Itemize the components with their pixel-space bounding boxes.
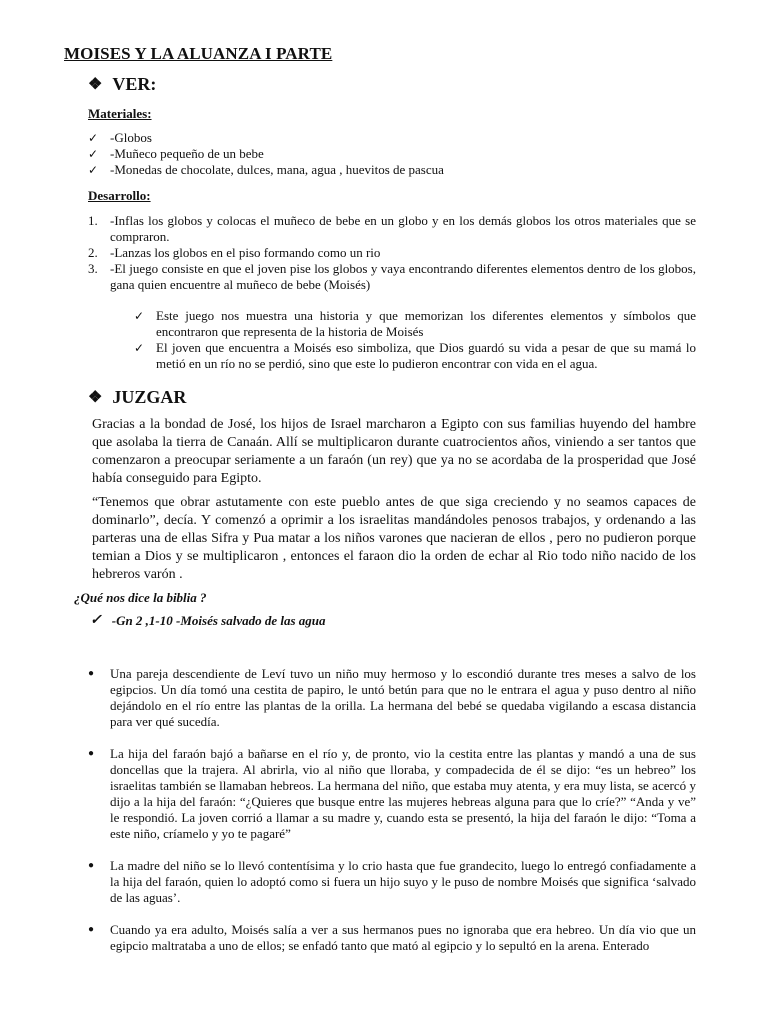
list-item: ✓ -Monedas de chocolate, dulces, mana, agua , huevitos de pascua: [88, 162, 444, 177]
paragraph: “Tenemos que obrar astutamente con este pueblo antes de que siga creciendo y no seamos capaces de dominarlo”, decía. Y comenzó a oprimir a los israelitas mandándoles penosos trabajos, y ordenando a las parteras una de ellas Sifra y Pua matar a los niños varones que nacieran de ellos , pero no pudieron porque temian a Dios y se multiplicaron , entonces el faraon dio la orden de echar al Rio todo niño nacido de los hebreros varón .: [92, 495, 696, 582]
desarrollo-heading: Desarrollo:: [88, 188, 151, 203]
check-icon: ✓: [88, 163, 99, 177]
bible-reference: ✓ -Gn 2 ,1-10 -Moisés salvado de las agua: [90, 612, 326, 628]
check-icon: ✓: [88, 147, 99, 161]
diamond-icon: ❖: [88, 388, 103, 406]
notes-list: [134, 308, 696, 372]
list-item: ✓ -Globos: [88, 130, 152, 145]
section-ver-label: VER:: [112, 74, 157, 94]
page-title: MOISES Y LA ALUANZA I PARTE: [64, 44, 333, 63]
bullet-icon: ●: [88, 748, 95, 759]
bullet-icon: ●: [88, 860, 95, 871]
check-icon: ✓: [90, 613, 102, 628]
check-icon: ✓: [134, 309, 145, 323]
materiales-list: [88, 130, 444, 178]
bullet-icon: ●: [88, 668, 95, 679]
check-icon: ✓: [88, 131, 99, 145]
story-paragraph: ● Cuando ya era adulto, Moisés salía a ver a sus hermanos pues no ignoraba que era hebreo. Un día vio que un egipcio maltrataba a uno de ellos; se enfadó tanto que mató al egipcio y lo sepultó en la arena. Enterado: [88, 922, 696, 953]
materiales-heading: Materiales:: [88, 106, 152, 121]
section-ver-heading: [88, 74, 156, 95]
list-item: 1. -Inflas los globos y colocas el muñeco de bebe en un globo y en los demás globos los otros materiales que se compraron.: [88, 213, 696, 244]
list-item: 3. -El juego consiste en que el joven pise los globos y vaya encontrando diferentes elementos dentro de los globos, gana quien encuentre al muñeco de bebe (Moisés): [88, 261, 696, 292]
bullet-icon: ●: [88, 924, 95, 935]
story-paragraph: ● La madre del niño se lo llevó contentísima y lo crio hasta que fue grandecito, luego lo entregó confiadamente a la hija del faraón, quien lo adoptó como si fuera un hijo suyo y le puso de nombre Moisés que significa ‘salvado de las aguas’.: [88, 858, 696, 905]
list-item: ✓ El joven que encuentra a Moisés eso simboliza, que Dios guardó su vida a pesar de que su mamá lo metió en un río no se perdió, sino que este lo pudieron encontrar con vida en el agua.: [134, 340, 696, 371]
story-paragraph: ● Una pareja descendiente de Leví tuvo un niño muy hermoso y lo escondió durante tres meses a salvo de los egipcios. Un día tomó una cestita de papiro, le untó betún para que no le entrara el agua y puso dentro al niño dejándolo en el río entre las plantas de la orilla. La hermana del bebé se quedaba vigilando a escasa distancia para ver qué sucedía.: [88, 666, 696, 729]
diamond-icon: ❖: [88, 75, 103, 93]
bible-question: ¿Qué nos dice la biblia ?: [74, 590, 207, 605]
desarrollo-list: [88, 213, 696, 293]
list-item: ✓ Este juego nos muestra una historia y que memorizan los diferentes elementos y símbolos que encontraron que representa de la historia de Moisés: [134, 308, 696, 339]
section-juzgar-heading: [88, 387, 186, 408]
list-item: 2. -Lanzas los globos en el piso formando como un rio: [88, 245, 381, 260]
section-juzgar-label: JUZGAR: [112, 387, 187, 407]
story-paragraph: ● La hija del faraón bajó a bañarse en el río y, de pronto, vio la cestita entre las plantas y mandó a una de sus doncellas que la trajera. Al abrirla, vio al niño que lloraba, y compadecida de él se dijo: “es un hebreo” los israelitas también se llamaban hebreos. La hermana del niño, que estaba muy atenta, y era muy lista, se acercó y dijo a la hija del faraón: “¿Quieres que busque entre las mujeres hebreas alguna para que lo críe?” “Anda y ve” le respondió. La joven corrió a llamar a su madre y, cuando esta se presentó, la hija del faraón le dijo: “Toma a este niño, críamelo y yo te pagaré”: [88, 746, 696, 841]
list-item: ✓ -Muñeco pequeño de un bebe: [88, 146, 264, 161]
check-icon: ✓: [134, 341, 145, 355]
paragraph: Gracias a la bondad de José, los hijos de Israel marcharon a Egipto con sus familias huyendo del hambre que asolaba la tierra de Canaán. Allí se multiplicaron durante cuatrocientos años, viniendo a ser tantos que comenzaron a preocupar seriamente a un faraón (un rey) que ya no se acordaba de la prosperidad que José había conseguido para Egipto.: [92, 417, 696, 486]
